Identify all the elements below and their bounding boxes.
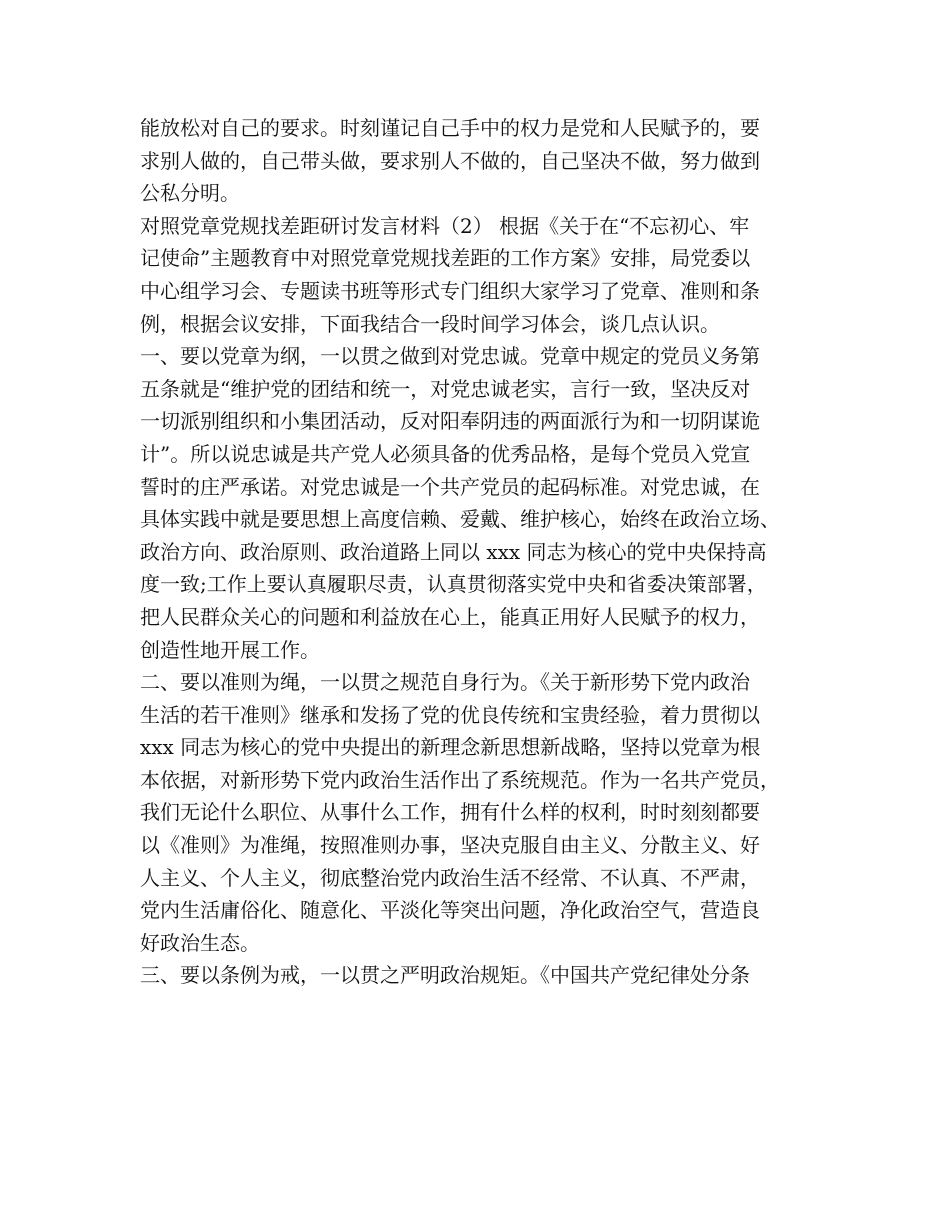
text-line: 一切派别组织和小集团活动，反对阳奉阴违的两面派行为和一切阴谋诡 (140, 409, 760, 434)
text-line: 政治方向、政治原则、政治道路上同以 xxx 同志为核心的党中央保持高 (140, 539, 767, 564)
text-line: 计”。所以说忠诚是共产党人必须具备的优秀品格，是每个党员入党宣 (140, 441, 751, 466)
text-line: 三、要以条例为戒，一以贯之严明政治规矩。《中国共产党纪律处分条 (140, 963, 750, 988)
text-line: 以《准则》为准绳，按照准则办事，坚决克服自由主义、分散主义、好 (140, 833, 760, 858)
text-line: 记使命”主题教育中对照党章党规找差距的工作方案》安排，局党委以 (140, 246, 751, 271)
text-line: 能放松对自己的要求。时刻谨记自己手中的权力是党和人民赋予的，要 (140, 116, 760, 140)
text-line: 一、要以党章为纲，一以贯之做到对党忠诚。党章中规定的党员义务第 (140, 344, 760, 369)
text-line: 求别人做的，自己带头做，要求别人不做的，自己坚决不做，努力做到 (140, 148, 760, 173)
text-line: 创造性地开展工作。 (140, 637, 320, 662)
text-line: 生活的若干准则》继承和发扬了党的优良传统和宝贵经验，着力贯彻以 (140, 702, 760, 727)
text-line: 我们无论什么职位、从事什么工作，拥有什么样的权利，时时刻刻都要 (140, 800, 760, 825)
text-line: 五条就是“维护党的团结和统一，对党忠诚老实，言行一致，坚决反对 (140, 376, 751, 401)
text-line: 本依据，对新形势下党内政治生活作出了系统规范。作为一名共产党员， (140, 767, 780, 792)
text-line: 中心组学习会、专题读书班等形式专门组织大家学习了党章、准则和条 (140, 278, 760, 303)
text-line: 例，根据会议安排，下面我结合一段时间学习体会，谈几点认识。 (140, 311, 720, 336)
text-line: 把人民群众关心的问题和利益放在心上，能真正用好人民赋予的权力， (140, 604, 760, 629)
text-line: 度一致;工作上要认真履职尽责，认真贯彻落实党中央和省委决策部署， (140, 572, 767, 597)
text-line: 好政治生态。 (140, 930, 260, 955)
text-line: 具体实践中就是要思想上高度信赖、爱戴、维护核心，始终在政治立场、 (140, 507, 780, 532)
text-line: 党内生活庸俗化、随意化、平淡化等突出问题，净化政治空气，营造良 (140, 898, 760, 923)
text-line: 对照党章党规找差距研讨发言材料（2） 根据《关于在“不忘初心、牢 (140, 213, 750, 238)
text-line: 誓时的庄严承诺。对党忠诚是一个共产党员的起码标准。对党忠诚，在 (140, 474, 760, 499)
text-line: 公私分明。 (140, 181, 240, 206)
text-line: 人主义、个人主义，彻底整治党内政治生活不经常、不认真、不严肃， (140, 865, 760, 890)
text-line: xxx 同志为核心的党中央提出的新理念新思想新战略，坚持以党章为根 (140, 735, 761, 760)
text-line: 二、要以准则为绳，一以贯之规范自身行为。《关于新形势下党内政治 (140, 670, 750, 695)
document-body (140, 112, 830, 992)
